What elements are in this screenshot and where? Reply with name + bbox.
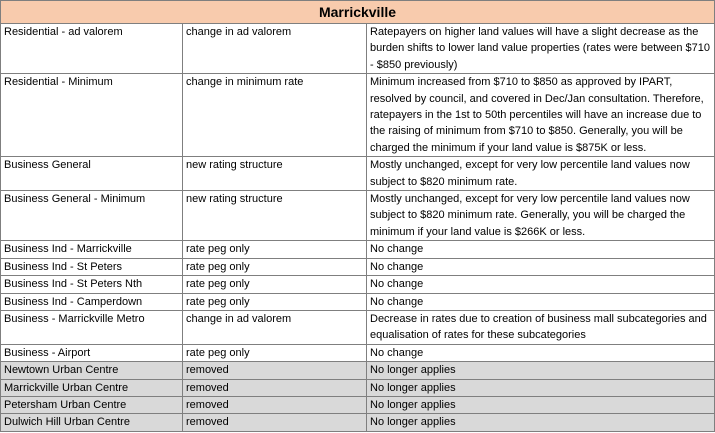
change-cell[interactable]: rate peg only	[183, 241, 367, 258]
change-cell[interactable]: removed	[183, 379, 367, 396]
impact-cell[interactable]: No change	[367, 241, 715, 258]
table-row	[1, 344, 715, 361]
impact-cell[interactable]: Ratepayers on higher land values will have a slight decrease as the burden shifts to lower land value properties (rates were between $710 - $850 previously)	[367, 24, 715, 74]
table-row	[1, 276, 715, 293]
impact-cell[interactable]: Minimum increased from $710 to $850 as approved by IPART, resolved by council, and covered in Dec/Jan consultation. Therefore, ratepayers in the 1st to 50th percentiles will have an increase due to the raising of minimum from $710 to $850. Generally, you will be charged the minimum if your land value is $875K or less.	[367, 74, 715, 157]
impact-cell[interactable]: No longer applies	[367, 414, 715, 431]
category-cell[interactable]: Business Ind - Marrickville	[1, 241, 183, 258]
change-cell[interactable]: change in ad valorem	[183, 310, 367, 344]
change-cell[interactable]: removed	[183, 414, 367, 431]
table-row	[1, 258, 715, 275]
category-cell[interactable]: Business - Marrickville Metro	[1, 310, 183, 344]
category-cell[interactable]: Petersham Urban Centre	[1, 396, 183, 413]
change-cell[interactable]: removed	[183, 396, 367, 413]
category-cell[interactable]: Residential - Minimum	[1, 74, 183, 157]
change-cell[interactable]: new rating structure	[183, 157, 367, 191]
category-cell[interactable]: Business Ind - St Peters Nth	[1, 276, 183, 293]
table-row	[1, 414, 715, 431]
table-row	[1, 74, 715, 157]
impact-cell[interactable]: No change	[367, 258, 715, 275]
impact-cell[interactable]: Mostly unchanged, except for very low percentile land values now subject to $820 minimum rate.	[367, 157, 715, 191]
change-cell[interactable]: new rating structure	[183, 191, 367, 241]
impact-cell[interactable]: No change	[367, 276, 715, 293]
table-row	[1, 191, 715, 241]
impact-cell[interactable]: No longer applies	[367, 396, 715, 413]
category-cell[interactable]: Business Ind - Camperdown	[1, 293, 183, 310]
impact-cell[interactable]: No change	[367, 293, 715, 310]
table-row	[1, 241, 715, 258]
impact-cell[interactable]: Mostly unchanged, except for very low percentile land values now subject to $820 minimum rate. Generally, you will be charged the minimum if your land value is $266K or less.	[367, 191, 715, 241]
change-cell[interactable]: rate peg only	[183, 258, 367, 275]
table-row	[1, 310, 715, 344]
change-cell[interactable]: change in ad valorem	[183, 24, 367, 74]
category-cell[interactable]: Business Ind - St Peters	[1, 258, 183, 275]
table-body	[1, 1, 715, 432]
category-cell[interactable]: Newtown Urban Centre	[1, 362, 183, 379]
table-title[interactable]: Marrickville	[1, 1, 715, 24]
table-row	[1, 396, 715, 413]
category-cell[interactable]: Business General - Minimum	[1, 191, 183, 241]
category-cell[interactable]: Business - Airport	[1, 344, 183, 361]
change-cell[interactable]: change in minimum rate	[183, 74, 367, 157]
table-row	[1, 362, 715, 379]
category-cell[interactable]: Marrickville Urban Centre	[1, 379, 183, 396]
category-cell[interactable]: Dulwich Hill Urban Centre	[1, 414, 183, 431]
table-row	[1, 379, 715, 396]
impact-cell[interactable]: No longer applies	[367, 379, 715, 396]
table-row	[1, 24, 715, 74]
impact-cell[interactable]: No change	[367, 344, 715, 361]
change-cell[interactable]: rate peg only	[183, 344, 367, 361]
title-row	[1, 1, 715, 24]
impact-cell[interactable]: Decrease in rates due to creation of business mall subcategories and equalisation of rates for these subcategories	[367, 310, 715, 344]
change-cell[interactable]: rate peg only	[183, 293, 367, 310]
category-cell[interactable]: Residential - ad valorem	[1, 24, 183, 74]
table-row	[1, 157, 715, 191]
change-cell[interactable]: rate peg only	[183, 276, 367, 293]
table-row	[1, 293, 715, 310]
change-cell[interactable]: removed	[183, 362, 367, 379]
category-cell[interactable]: Business General	[1, 157, 183, 191]
impact-cell[interactable]: No longer applies	[367, 362, 715, 379]
